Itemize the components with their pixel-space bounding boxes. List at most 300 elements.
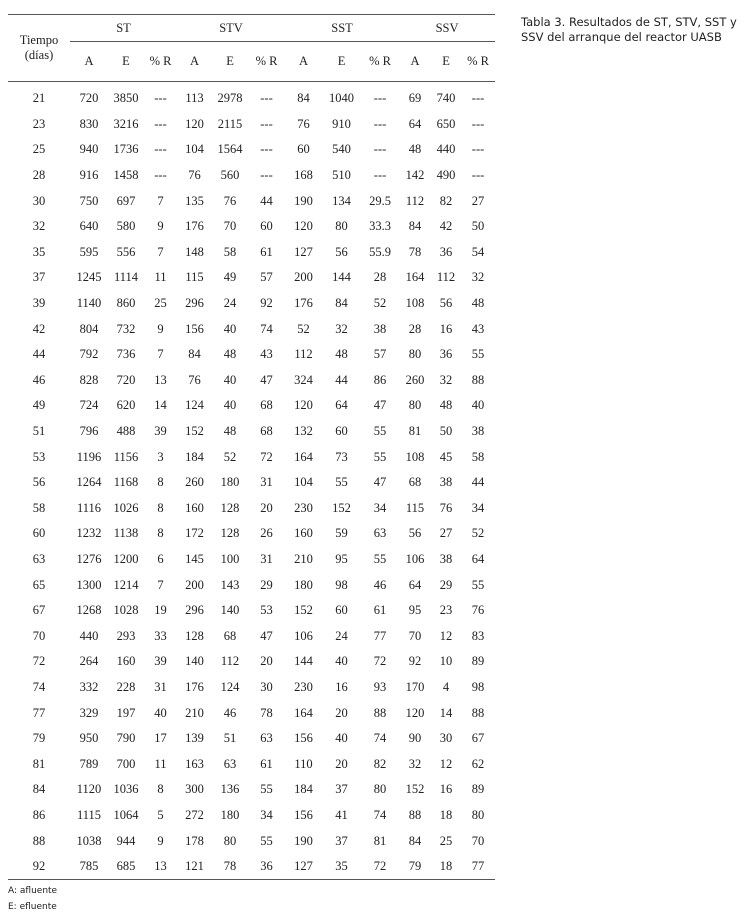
table-cell: 3850 <box>113 91 139 106</box>
table-cell: 1276 <box>76 551 102 566</box>
table-cell: 61 <box>260 756 273 771</box>
table-cell: 57 <box>260 270 273 285</box>
time-cell: 74 <box>32 679 46 694</box>
table-cell: 11 <box>154 270 167 285</box>
table-cell: 84 <box>188 347 201 362</box>
table-row <box>8 777 495 803</box>
table-cell: 176 <box>294 296 313 311</box>
table-cell: --- <box>154 168 167 183</box>
table-cell: 95 <box>335 551 348 566</box>
table-cell: 685 <box>108 854 144 880</box>
table-cell: 76 <box>188 372 201 387</box>
table-cell: 293 <box>116 628 136 643</box>
table-cell: 60 <box>260 219 273 234</box>
table-row <box>8 316 495 342</box>
table-cell: 40 <box>335 731 348 746</box>
table-cell: 93 <box>373 679 387 694</box>
table-cell: 40 <box>223 321 237 336</box>
table-cell: 77 <box>373 628 387 643</box>
table-cell: 55 <box>373 449 387 464</box>
table-cell: 47 <box>260 628 273 643</box>
table-cell: 944 <box>116 833 136 848</box>
table-row <box>8 675 495 701</box>
table-cell: 143 <box>220 577 240 592</box>
table-cell: 70 <box>471 833 485 848</box>
table-cell: 750 <box>79 193 99 208</box>
table-cell: 48 <box>439 398 453 413</box>
table-cell: 1736 <box>113 142 139 157</box>
group-header-sst: SST <box>285 15 399 42</box>
table-cell: 184 <box>294 782 313 797</box>
table-cell: 52 <box>297 321 310 336</box>
table-cell: 176 <box>185 219 204 234</box>
table-cell: 59 <box>335 526 348 541</box>
table-cell: 324 <box>294 372 313 387</box>
table-cell: 1168 <box>113 475 139 490</box>
table-cell: --- <box>471 91 485 106</box>
table-cell: 27 <box>439 526 453 541</box>
table-cell: 43 <box>471 321 485 336</box>
table-row <box>8 828 495 854</box>
table-cell: 29.5 <box>369 193 391 208</box>
table-cell: 560 <box>220 168 240 183</box>
table-cell: --- <box>260 91 273 106</box>
table-cell: 67 <box>471 731 485 746</box>
table-cell: 785 <box>70 854 108 880</box>
table-row <box>8 163 495 189</box>
time-cell: 23 <box>32 116 46 131</box>
table-cell: 40 <box>335 654 348 669</box>
table-cell: 30 <box>439 731 453 746</box>
time-cell: 60 <box>32 526 46 541</box>
table-cell: 127 <box>285 854 322 880</box>
time-cell: 44 <box>32 347 46 362</box>
table-cell: 144 <box>294 654 313 669</box>
table-cell: 736 <box>116 347 136 362</box>
table-cell: 9 <box>157 219 164 234</box>
table-cell: 18 <box>431 854 461 880</box>
table-cell: 68 <box>260 424 273 439</box>
table-cell: 56 <box>408 526 422 541</box>
table-cell: 40 <box>471 398 485 413</box>
time-cell: 81 <box>32 756 46 771</box>
time-cell: 56 <box>32 475 46 490</box>
table-cell: 510 <box>332 168 351 183</box>
table-cell: 47 <box>373 475 387 490</box>
table-cell: 61 <box>260 244 273 259</box>
table-cell: 260 <box>405 372 425 387</box>
table-cell: 62 <box>471 756 485 771</box>
table-cell: 152 <box>332 500 351 515</box>
subheader-cell: E <box>212 42 248 82</box>
table-cell: 31 <box>154 679 167 694</box>
table-cell: 81 <box>408 424 422 439</box>
table-cell: 64 <box>471 551 485 566</box>
table-cell: 37 <box>335 833 348 848</box>
table-cell: 440 <box>436 142 456 157</box>
table-row <box>8 649 495 675</box>
table-row <box>8 726 495 752</box>
table-cell: 78 <box>408 244 422 259</box>
table-cell: 156 <box>294 807 313 822</box>
table-cell: 63 <box>260 731 273 746</box>
table-row <box>8 137 495 163</box>
table-cell: 49 <box>223 270 237 285</box>
table-cell: 10 <box>439 654 453 669</box>
table-cell: 160 <box>294 526 313 541</box>
table-cell: 64 <box>335 398 348 413</box>
table-cell: 13 <box>144 854 177 880</box>
table-cell: 63 <box>223 756 237 771</box>
table-cell: 135 <box>185 193 204 208</box>
table-cell: 264 <box>79 654 99 669</box>
table-cell: 20 <box>335 756 348 771</box>
table-cell: 64 <box>408 116 422 131</box>
table-cell: 580 <box>116 219 136 234</box>
table-cell: 16 <box>439 782 453 797</box>
group-header-st: ST <box>70 15 177 42</box>
time-cell: 84 <box>32 782 46 797</box>
subheader-cell: E <box>322 42 361 82</box>
table-cell: 1200 <box>113 551 139 566</box>
legend-item-efluente: E: efluente <box>8 902 57 912</box>
table-cell: 1028 <box>113 603 139 618</box>
header-row-subcolumns <box>8 42 495 82</box>
table-cell: 916 <box>79 168 99 183</box>
table-cell: 88 <box>471 372 485 387</box>
table-cell: 732 <box>116 321 136 336</box>
table-cell: 152 <box>294 603 313 618</box>
table-cell: 1214 <box>113 577 139 592</box>
table-cell: 950 <box>79 731 99 746</box>
table-cell: 78 <box>260 705 273 720</box>
table-cell: 19 <box>154 603 167 618</box>
legend <box>8 883 57 915</box>
table-row <box>8 803 495 829</box>
subheader-cell: E <box>108 42 144 82</box>
table-cell: 910 <box>332 116 351 131</box>
table-cell: 29 <box>260 577 273 592</box>
table-cell: 38 <box>439 475 453 490</box>
subheader-cell: % R <box>248 42 285 82</box>
table-cell: 163 <box>185 756 204 771</box>
table-cell: 33 <box>154 628 167 643</box>
table-cell: 34 <box>471 500 485 515</box>
table-cell: 108 <box>405 449 425 464</box>
table-cell: 1036 <box>113 782 139 797</box>
table-cell: 200 <box>185 577 204 592</box>
table-row <box>8 598 495 624</box>
table-cell: 32 <box>335 321 348 336</box>
table-row <box>8 751 495 777</box>
table-cell: 51 <box>223 731 237 746</box>
table-cell: 64 <box>408 577 422 592</box>
table-row <box>8 854 495 880</box>
table-cell: 55 <box>471 577 485 592</box>
table-cell: 45 <box>439 449 453 464</box>
table-cell: --- <box>154 116 167 131</box>
table-cell: 190 <box>294 193 313 208</box>
table-cell: 620 <box>116 398 136 413</box>
table-cell: 108 <box>405 296 425 311</box>
table-cell: 20 <box>260 654 273 669</box>
table-cell: 136 <box>220 782 240 797</box>
table-cell: 7 <box>157 193 164 208</box>
time-cell: 70 <box>32 628 46 643</box>
time-cell: 67 <box>32 603 46 618</box>
table-cell: 54 <box>471 244 485 259</box>
table-cell: 37 <box>335 782 348 797</box>
table-cell: 180 <box>220 807 240 822</box>
table-cell: 1564 <box>217 142 243 157</box>
time-cell: 28 <box>32 168 46 183</box>
table-cell: 46 <box>373 577 387 592</box>
table-cell: 47 <box>260 372 273 387</box>
table-cell: 63 <box>373 526 387 541</box>
table-cell: 76 <box>439 500 453 515</box>
table-cell: 40 <box>223 398 237 413</box>
table-cell: 56 <box>335 244 348 259</box>
time-unit: (días) <box>24 48 54 62</box>
time-cell: 30 <box>32 193 46 208</box>
table-cell: 4 <box>442 679 450 694</box>
table-cell: 556 <box>116 244 136 259</box>
table-row <box>8 496 495 522</box>
table-cell: 24 <box>335 628 348 643</box>
table-cell: 300 <box>185 782 204 797</box>
table-cell: 296 <box>185 603 204 618</box>
table-cell: 8 <box>157 782 164 797</box>
table-cell: 488 <box>116 424 136 439</box>
table-cell: 7 <box>157 577 164 592</box>
table-cell: 5 <box>157 807 164 822</box>
table-cell: 39 <box>154 654 167 669</box>
table-cell: 1116 <box>76 500 102 515</box>
table-cell: 36 <box>439 347 453 362</box>
table-row <box>8 572 495 598</box>
table-cell: 60 <box>335 603 348 618</box>
table-cell: 72 <box>361 854 399 880</box>
table-cell: 69 <box>408 91 422 106</box>
table-cell: 78 <box>212 854 248 880</box>
table-cell: 31 <box>260 551 273 566</box>
table-cell: 1264 <box>76 475 102 490</box>
table-cell: 152 <box>405 782 425 797</box>
table-cell: 724 <box>79 398 99 413</box>
table-cell: 74 <box>373 807 387 822</box>
table-cell: 120 <box>185 116 204 131</box>
table-cell: 80 <box>471 807 485 822</box>
table-row <box>8 470 495 496</box>
table-cell: --- <box>471 168 485 183</box>
table-cell: 128 <box>220 500 240 515</box>
table-cell: 650 <box>436 116 456 131</box>
table-cell: 80 <box>408 398 422 413</box>
table-cell: 121 <box>177 854 212 880</box>
table-cell: 115 <box>405 500 425 515</box>
table-cell: 44 <box>471 475 485 490</box>
table-cell: 112 <box>436 270 456 285</box>
table-cell: 86 <box>373 372 387 387</box>
table-cell: 18 <box>439 807 453 822</box>
table-cell: 12 <box>439 628 453 643</box>
table-cell: 139 <box>185 731 204 746</box>
table-cell: 32 <box>408 756 422 771</box>
table-cell: 164 <box>294 449 313 464</box>
table-cell: --- <box>373 116 387 131</box>
table-cell: 210 <box>185 705 204 720</box>
table-cell: --- <box>471 142 485 157</box>
table-cell: 595 <box>79 244 99 259</box>
table-cell: 104 <box>294 475 313 490</box>
table-cell: 27 <box>471 193 485 208</box>
table-cell: --- <box>260 116 273 131</box>
table-cell: 720 <box>79 91 99 106</box>
table-cell: 9 <box>157 321 164 336</box>
table-cell: 82 <box>439 193 453 208</box>
table-cell: 38 <box>471 424 485 439</box>
table-cell: 20 <box>335 705 348 720</box>
table-cell: 44 <box>335 372 348 387</box>
table-row <box>8 342 495 368</box>
table-row <box>8 700 495 726</box>
table-cell: 804 <box>79 321 99 336</box>
table-cell: 9 <box>157 833 164 848</box>
table-cell: --- <box>373 168 387 183</box>
subheader-cell: E <box>431 42 461 82</box>
table-cell: 43 <box>260 347 273 362</box>
table-body <box>8 82 495 880</box>
table-cell: --- <box>260 142 273 157</box>
table-row <box>8 444 495 470</box>
time-cell: 88 <box>32 833 46 848</box>
table-cell: 88 <box>471 705 485 720</box>
table-cell: 38 <box>373 321 387 336</box>
table-cell: 52 <box>373 296 387 311</box>
table-cell: 113 <box>185 91 204 106</box>
table-cell: 180 <box>220 475 240 490</box>
table-cell: 55 <box>373 551 387 566</box>
time-label: Tiempo <box>19 33 59 47</box>
time-column-header <box>8 15 70 82</box>
table-cell: 296 <box>185 296 204 311</box>
table-cell: 160 <box>116 654 136 669</box>
table-cell: 55 <box>260 782 273 797</box>
table-cell: 1156 <box>113 449 139 464</box>
table-cell: 830 <box>79 116 99 131</box>
table-cell: 55 <box>471 347 485 362</box>
table-cell: 112 <box>220 654 240 669</box>
table-cell: 56 <box>439 296 453 311</box>
table-cell: 100 <box>220 551 240 566</box>
table-cell: 81 <box>373 833 387 848</box>
subheader-cell: A <box>285 42 322 82</box>
table-cell: 28 <box>373 270 387 285</box>
time-cell: 46 <box>32 372 46 387</box>
time-cell: 42 <box>32 321 46 336</box>
table-cell: 697 <box>116 193 136 208</box>
table-cell: 440 <box>79 628 99 643</box>
table-cell: 92 <box>408 654 422 669</box>
table-cell: 60 <box>335 424 348 439</box>
table-cell: 180 <box>294 577 313 592</box>
table-cell: 230 <box>294 500 313 515</box>
table-cell: 120 <box>405 705 425 720</box>
table-row <box>8 419 495 445</box>
table-cell: 13 <box>154 372 167 387</box>
time-cell: 35 <box>32 244 46 259</box>
table-cell: 2115 <box>217 116 243 131</box>
table-cell: 640 <box>79 219 99 234</box>
table-cell: 164 <box>294 705 313 720</box>
table-cell: 260 <box>185 475 204 490</box>
table-cell: 52 <box>223 449 237 464</box>
table-cell: 76 <box>297 116 310 131</box>
table-cell: 790 <box>116 731 136 746</box>
table-cell: 12 <box>439 756 453 771</box>
table-cell: 34 <box>373 500 387 515</box>
table-cell: 1120 <box>76 782 102 797</box>
table-cell: 20 <box>260 500 273 515</box>
table-cell: 128 <box>185 628 204 643</box>
table-cell: 31 <box>260 475 273 490</box>
table-cell: 47 <box>373 398 387 413</box>
table-cell: 84 <box>408 219 422 234</box>
table-cell: --- <box>373 142 387 157</box>
table-row <box>8 188 495 214</box>
table-cell: 1300 <box>76 577 102 592</box>
table-cell: 79 <box>399 854 431 880</box>
table-cell: 57 <box>373 347 387 362</box>
table-cell: 14 <box>154 398 167 413</box>
table-cell: 145 <box>185 551 204 566</box>
time-cell: 92 <box>8 854 70 880</box>
table-cell: 55 <box>260 833 273 848</box>
table-cell: 172 <box>185 526 204 541</box>
table-cell: 1115 <box>76 807 102 822</box>
table-cell: 720 <box>116 372 136 387</box>
table-cell: 70 <box>223 219 237 234</box>
table-cell: 8 <box>157 500 164 515</box>
table-cell: 190 <box>294 833 313 848</box>
table-cell: 39 <box>154 424 167 439</box>
table-cell: 53 <box>260 603 273 618</box>
table-cell: 55 <box>335 475 348 490</box>
table-row <box>8 393 495 419</box>
table-cell: 6 <box>157 551 164 566</box>
table-cell: 24 <box>223 296 237 311</box>
table-cell: 23 <box>439 603 453 618</box>
table-cell: 1064 <box>113 807 139 822</box>
table-cell: 7 <box>157 347 164 362</box>
time-cell: 21 <box>32 91 46 106</box>
table-cell: 72 <box>373 654 387 669</box>
header-row-groups <box>8 15 495 42</box>
table-cell: 88 <box>408 807 422 822</box>
subheader-cell: % R <box>461 42 495 82</box>
table-cell: 48 <box>471 296 485 311</box>
table-cell: 88 <box>373 705 387 720</box>
table-cell: 120 <box>294 398 313 413</box>
table-row <box>8 521 495 547</box>
table-cell: 1268 <box>76 603 102 618</box>
table-cell: 197 <box>116 705 136 720</box>
table-cell: 176 <box>185 679 204 694</box>
table-row <box>8 623 495 649</box>
table-cell: 796 <box>79 424 99 439</box>
table-cell: 84 <box>297 91 310 106</box>
table-cell: 148 <box>185 244 204 259</box>
